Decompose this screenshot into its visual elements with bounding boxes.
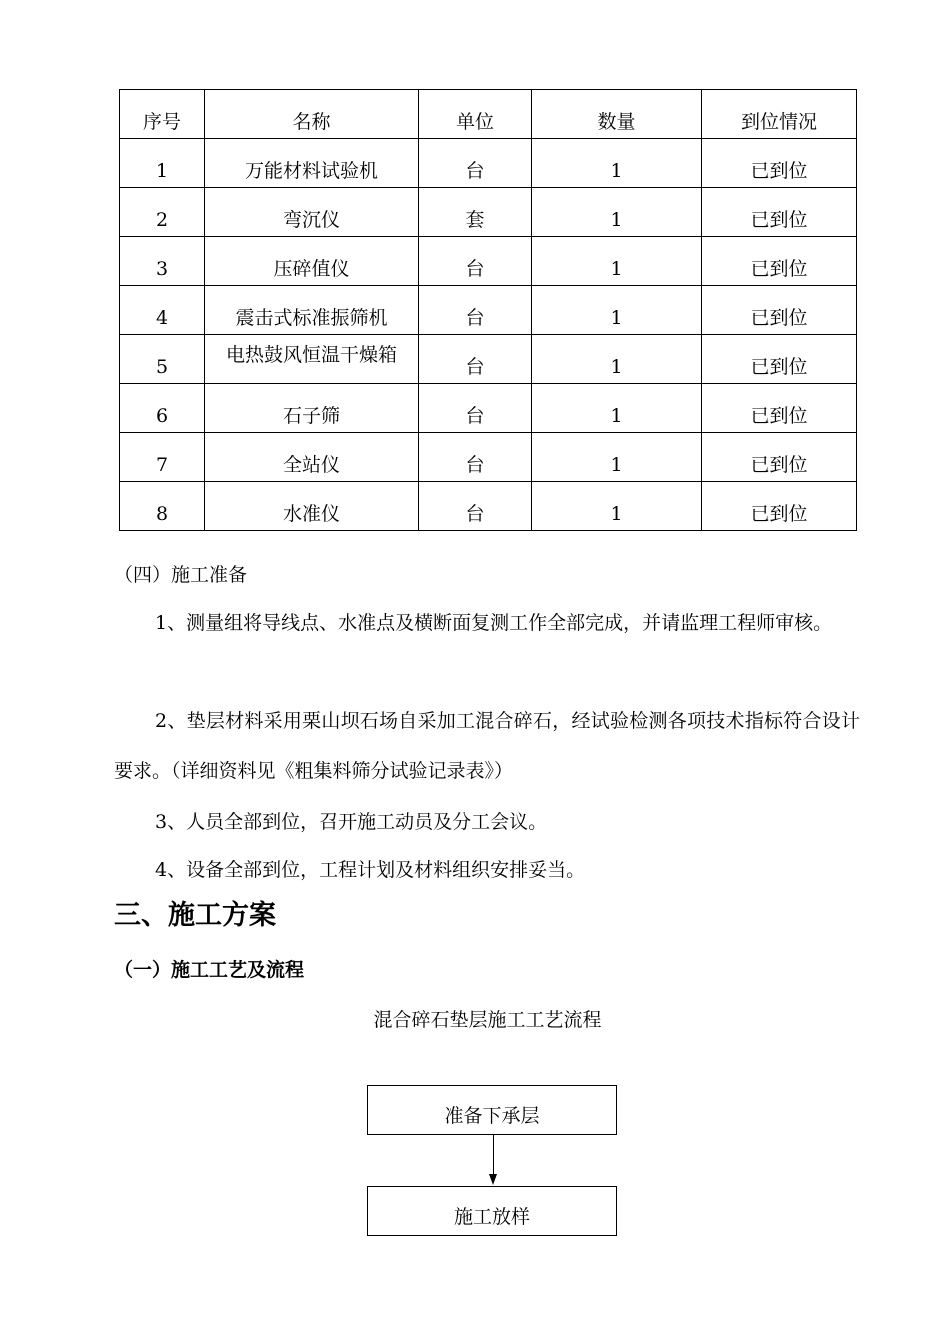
cell-index: 5 <box>120 335 205 384</box>
flow-step-label: 准备下承层 <box>444 1105 540 1127</box>
cell-quantity: 1 <box>532 139 702 188</box>
header-status: 到位情况 <box>702 90 857 139</box>
cell-name: 万能材料试验机 <box>205 139 419 188</box>
cell-index: 4 <box>120 286 205 335</box>
cell-name: 全站仪 <box>205 433 419 482</box>
cell-index: 8 <box>120 482 205 531</box>
arrow-down-icon <box>489 1174 497 1185</box>
cell-status: 已到位 <box>702 482 857 531</box>
cell-quantity: 1 <box>532 335 702 384</box>
cell-unit: 套 <box>419 188 532 237</box>
cell-status: 已到位 <box>702 237 857 286</box>
cell-name: 弯沉仪 <box>205 188 419 237</box>
cell-index: 2 <box>120 188 205 237</box>
table-row <box>120 139 857 188</box>
flow-step-label: 施工放样 <box>453 1206 530 1228</box>
header-unit: 单位 <box>419 90 532 139</box>
cell-unit: 台 <box>419 482 532 531</box>
header-quantity: 数量 <box>532 90 702 139</box>
cell-quantity: 1 <box>532 433 702 482</box>
cell-quantity: 1 <box>532 286 702 335</box>
equipment-table <box>119 89 857 531</box>
cell-name: 水准仪 <box>205 482 419 531</box>
flow-arrow-line <box>493 1135 494 1175</box>
cell-status: 已到位 <box>702 433 857 482</box>
cell-index: 6 <box>120 384 205 433</box>
table-row <box>120 384 857 433</box>
cell-name: 石子筛 <box>205 384 419 433</box>
header-index: 序号 <box>120 90 205 139</box>
cell-unit: 台 <box>419 237 532 286</box>
table-row <box>120 433 857 482</box>
cell-name <box>205 335 419 384</box>
table-row <box>120 286 857 335</box>
cell-unit: 台 <box>419 286 532 335</box>
cell-name: 压碎值仪 <box>205 237 419 286</box>
cell-status: 已到位 <box>702 335 857 384</box>
cell-status: 已到位 <box>702 286 857 335</box>
flowchart-title: 混合碎石垫层施工工艺流程 <box>373 1009 602 1031</box>
cell-unit: 台 <box>419 384 532 433</box>
cell-index: 7 <box>120 433 205 482</box>
flow-step-prepare-base <box>367 1085 617 1135</box>
cell-unit: 台 <box>419 139 532 188</box>
header-name: 名称 <box>205 90 419 139</box>
cell-unit: 台 <box>419 335 532 384</box>
cell-status: 已到位 <box>702 384 857 433</box>
paragraph-item-3: 3、人员全部到位，召开施工动员及分工会议。 <box>155 811 548 833</box>
cell-quantity: 1 <box>532 237 702 286</box>
paragraph-item-1: 1、测量组将导线点、水准点及横断面复测工作全部完成，并请监理工程师审核。 <box>155 612 833 634</box>
table-row <box>120 335 857 384</box>
paragraph-item-4: 4、设备全部到位，工程计划及材料组织安排妥当。 <box>155 859 586 881</box>
chapter-heading: 三、施工方案 <box>114 900 276 931</box>
cell-unit: 台 <box>419 433 532 482</box>
table-row <box>120 482 857 531</box>
table-row <box>120 188 857 237</box>
cell-quantity: 1 <box>532 482 702 531</box>
sub-heading: （一）施工工艺及流程 <box>114 959 305 981</box>
cell-status: 已到位 <box>702 139 857 188</box>
table-header-row <box>120 90 857 139</box>
table-row <box>120 237 857 286</box>
cell-name-text: 电热鼓风恒温干燥箱 <box>225 343 397 366</box>
cell-quantity: 1 <box>532 188 702 237</box>
cell-status: 已到位 <box>702 188 857 237</box>
section-heading-preparation: （四）施工准备 <box>114 564 248 586</box>
cell-quantity: 1 <box>532 384 702 433</box>
cell-index: 1 <box>120 139 205 188</box>
paragraph-item-2: 2、垫层材料采用栗山坝石场自采加工混合碎石，经试验检测各项技术指标符合设计要求。（详细资料见《粗集料筛分试验记录表》） <box>114 710 860 782</box>
flow-step-layout <box>367 1186 617 1236</box>
cell-index: 3 <box>120 237 205 286</box>
cell-name: 震击式标准振筛机 <box>205 286 419 335</box>
